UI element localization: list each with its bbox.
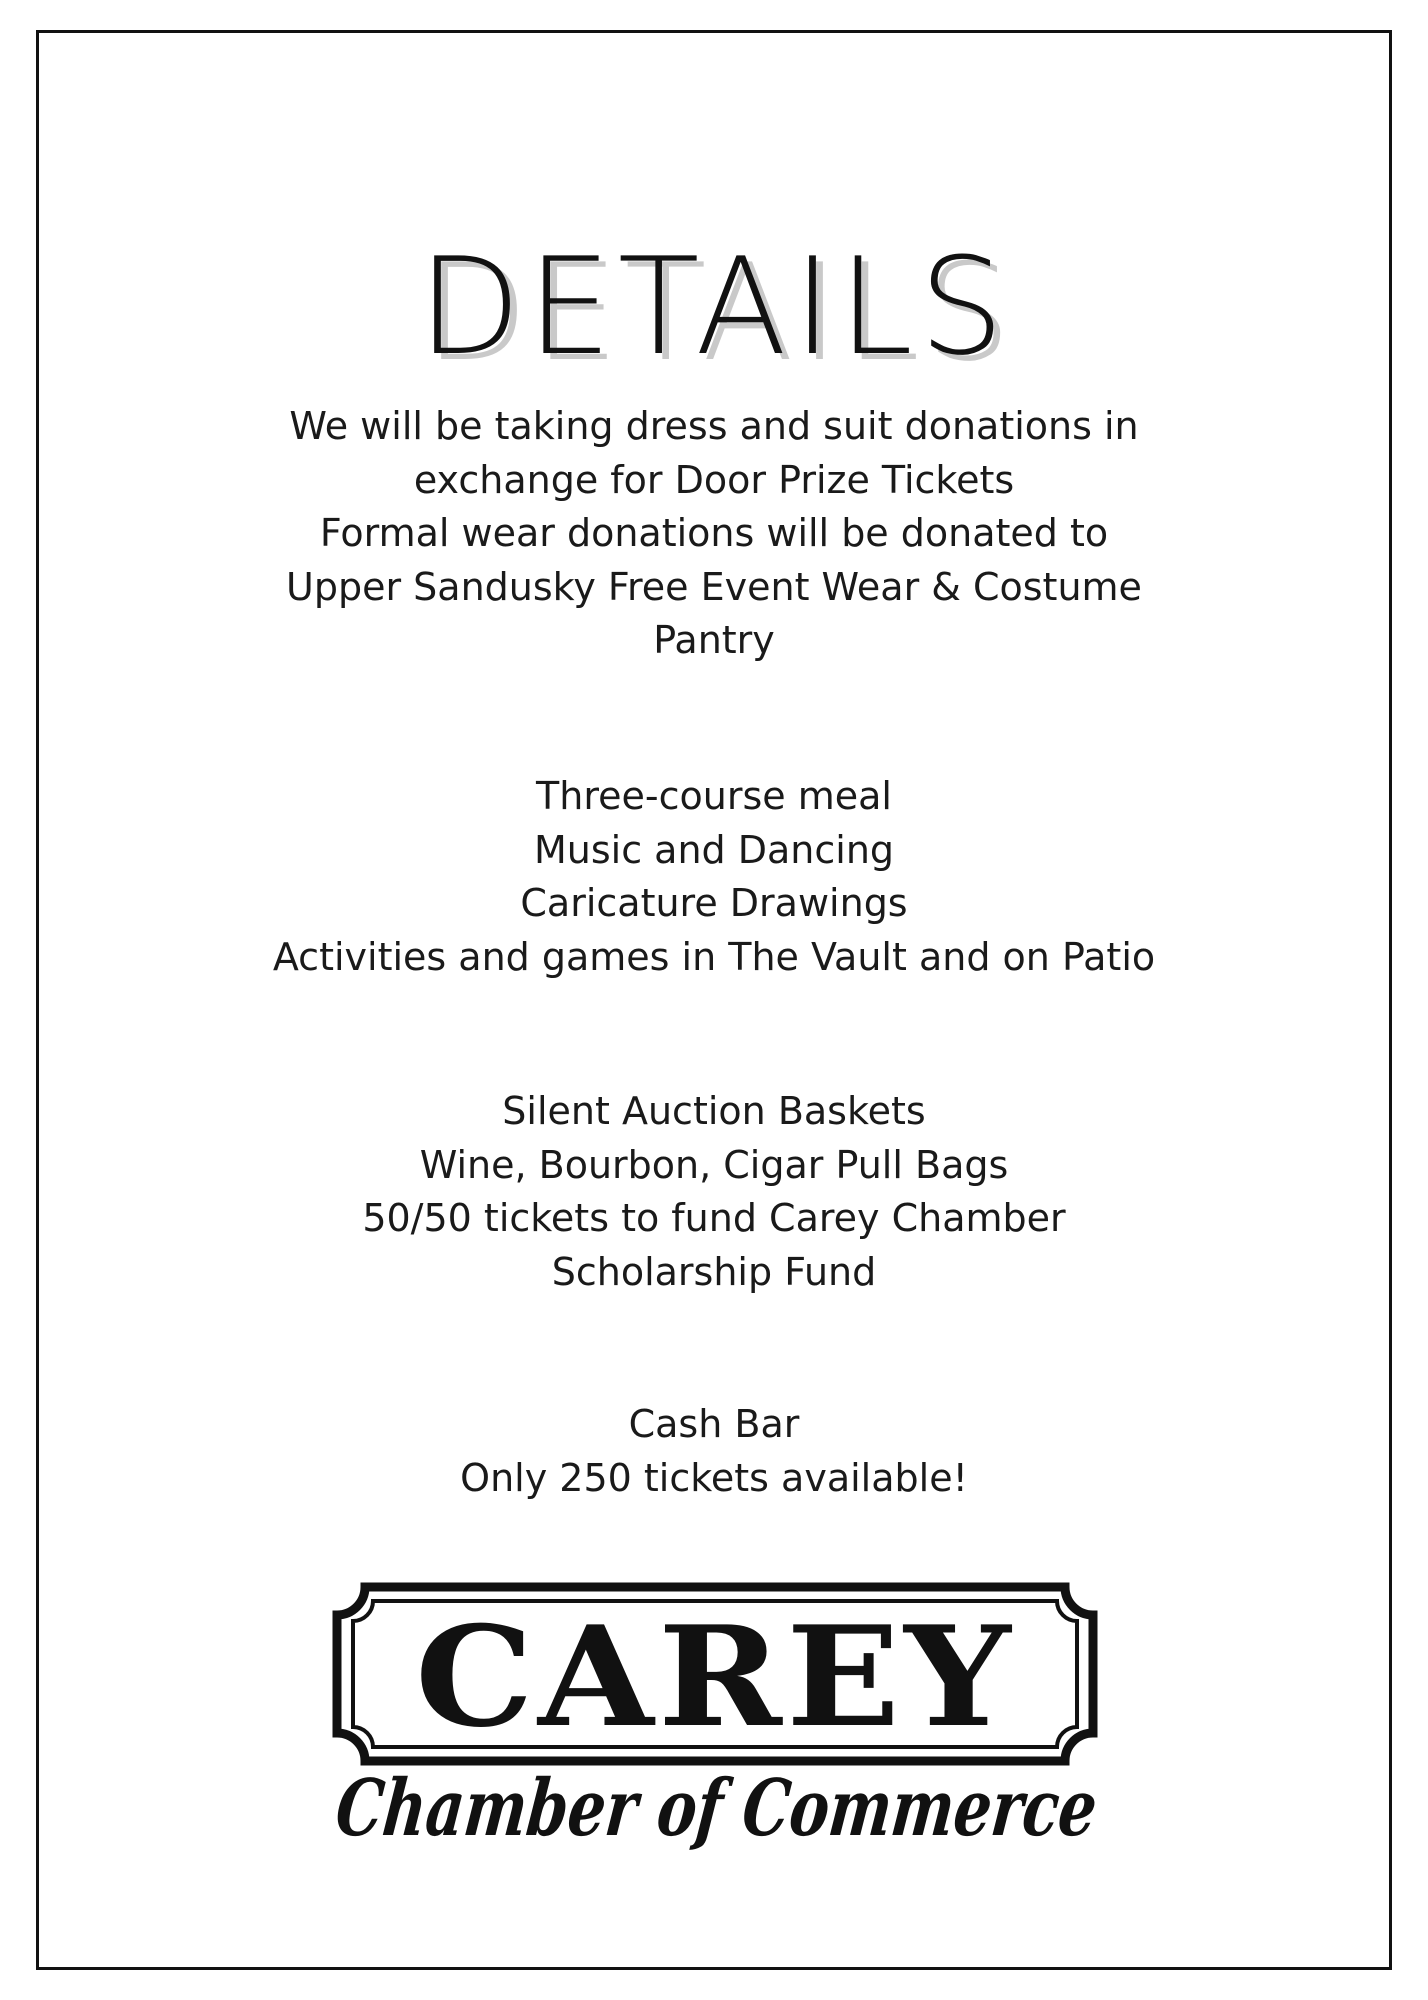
detail-line: Music and Dancing [533, 827, 895, 872]
detail-line: Activities and games in The Vault and on Patio [272, 934, 1156, 979]
event-activities [0, 770, 1428, 984]
detail-line: 50/50 tickets to fund Carey Chamber [362, 1196, 1066, 1240]
detail-line: Formal wear donations will be donated to [319, 511, 1109, 555]
detail-line: Three-course meal [536, 774, 892, 818]
carey-chamber-logo [325, 1585, 1346, 1875]
detail-line: exchange for Door Prize Tickets [413, 457, 1015, 502]
detail-line: Only 250 tickets available! [460, 1455, 968, 1500]
detail-line: Wine, Bourbon, Cigar Pull Bags [419, 1142, 1009, 1187]
auction-details [0, 1085, 1428, 1299]
page-title: DETAILS [417, 228, 1011, 385]
detail-line: Caricature Drawings [520, 881, 908, 925]
detail-line: We will be taking dress and suit donations in [289, 404, 1139, 448]
detail-line: Upper Sandusky Free Event Wear & Costume [286, 564, 1142, 609]
detail-line: Cash Bar [628, 1402, 800, 1446]
logo-script-text: Chamber of Commerce [331, 1763, 1346, 1854]
logo-main-text: CAREY [415, 1595, 1015, 1758]
logo-graphic [325, 1585, 1346, 1875]
donation-details [0, 400, 1428, 668]
detail-line: Pantry [653, 618, 775, 662]
detail-line: Scholarship Fund [551, 1249, 877, 1294]
detail-line: Silent Auction Baskets [502, 1089, 926, 1133]
ticket-details [0, 1398, 1428, 1505]
